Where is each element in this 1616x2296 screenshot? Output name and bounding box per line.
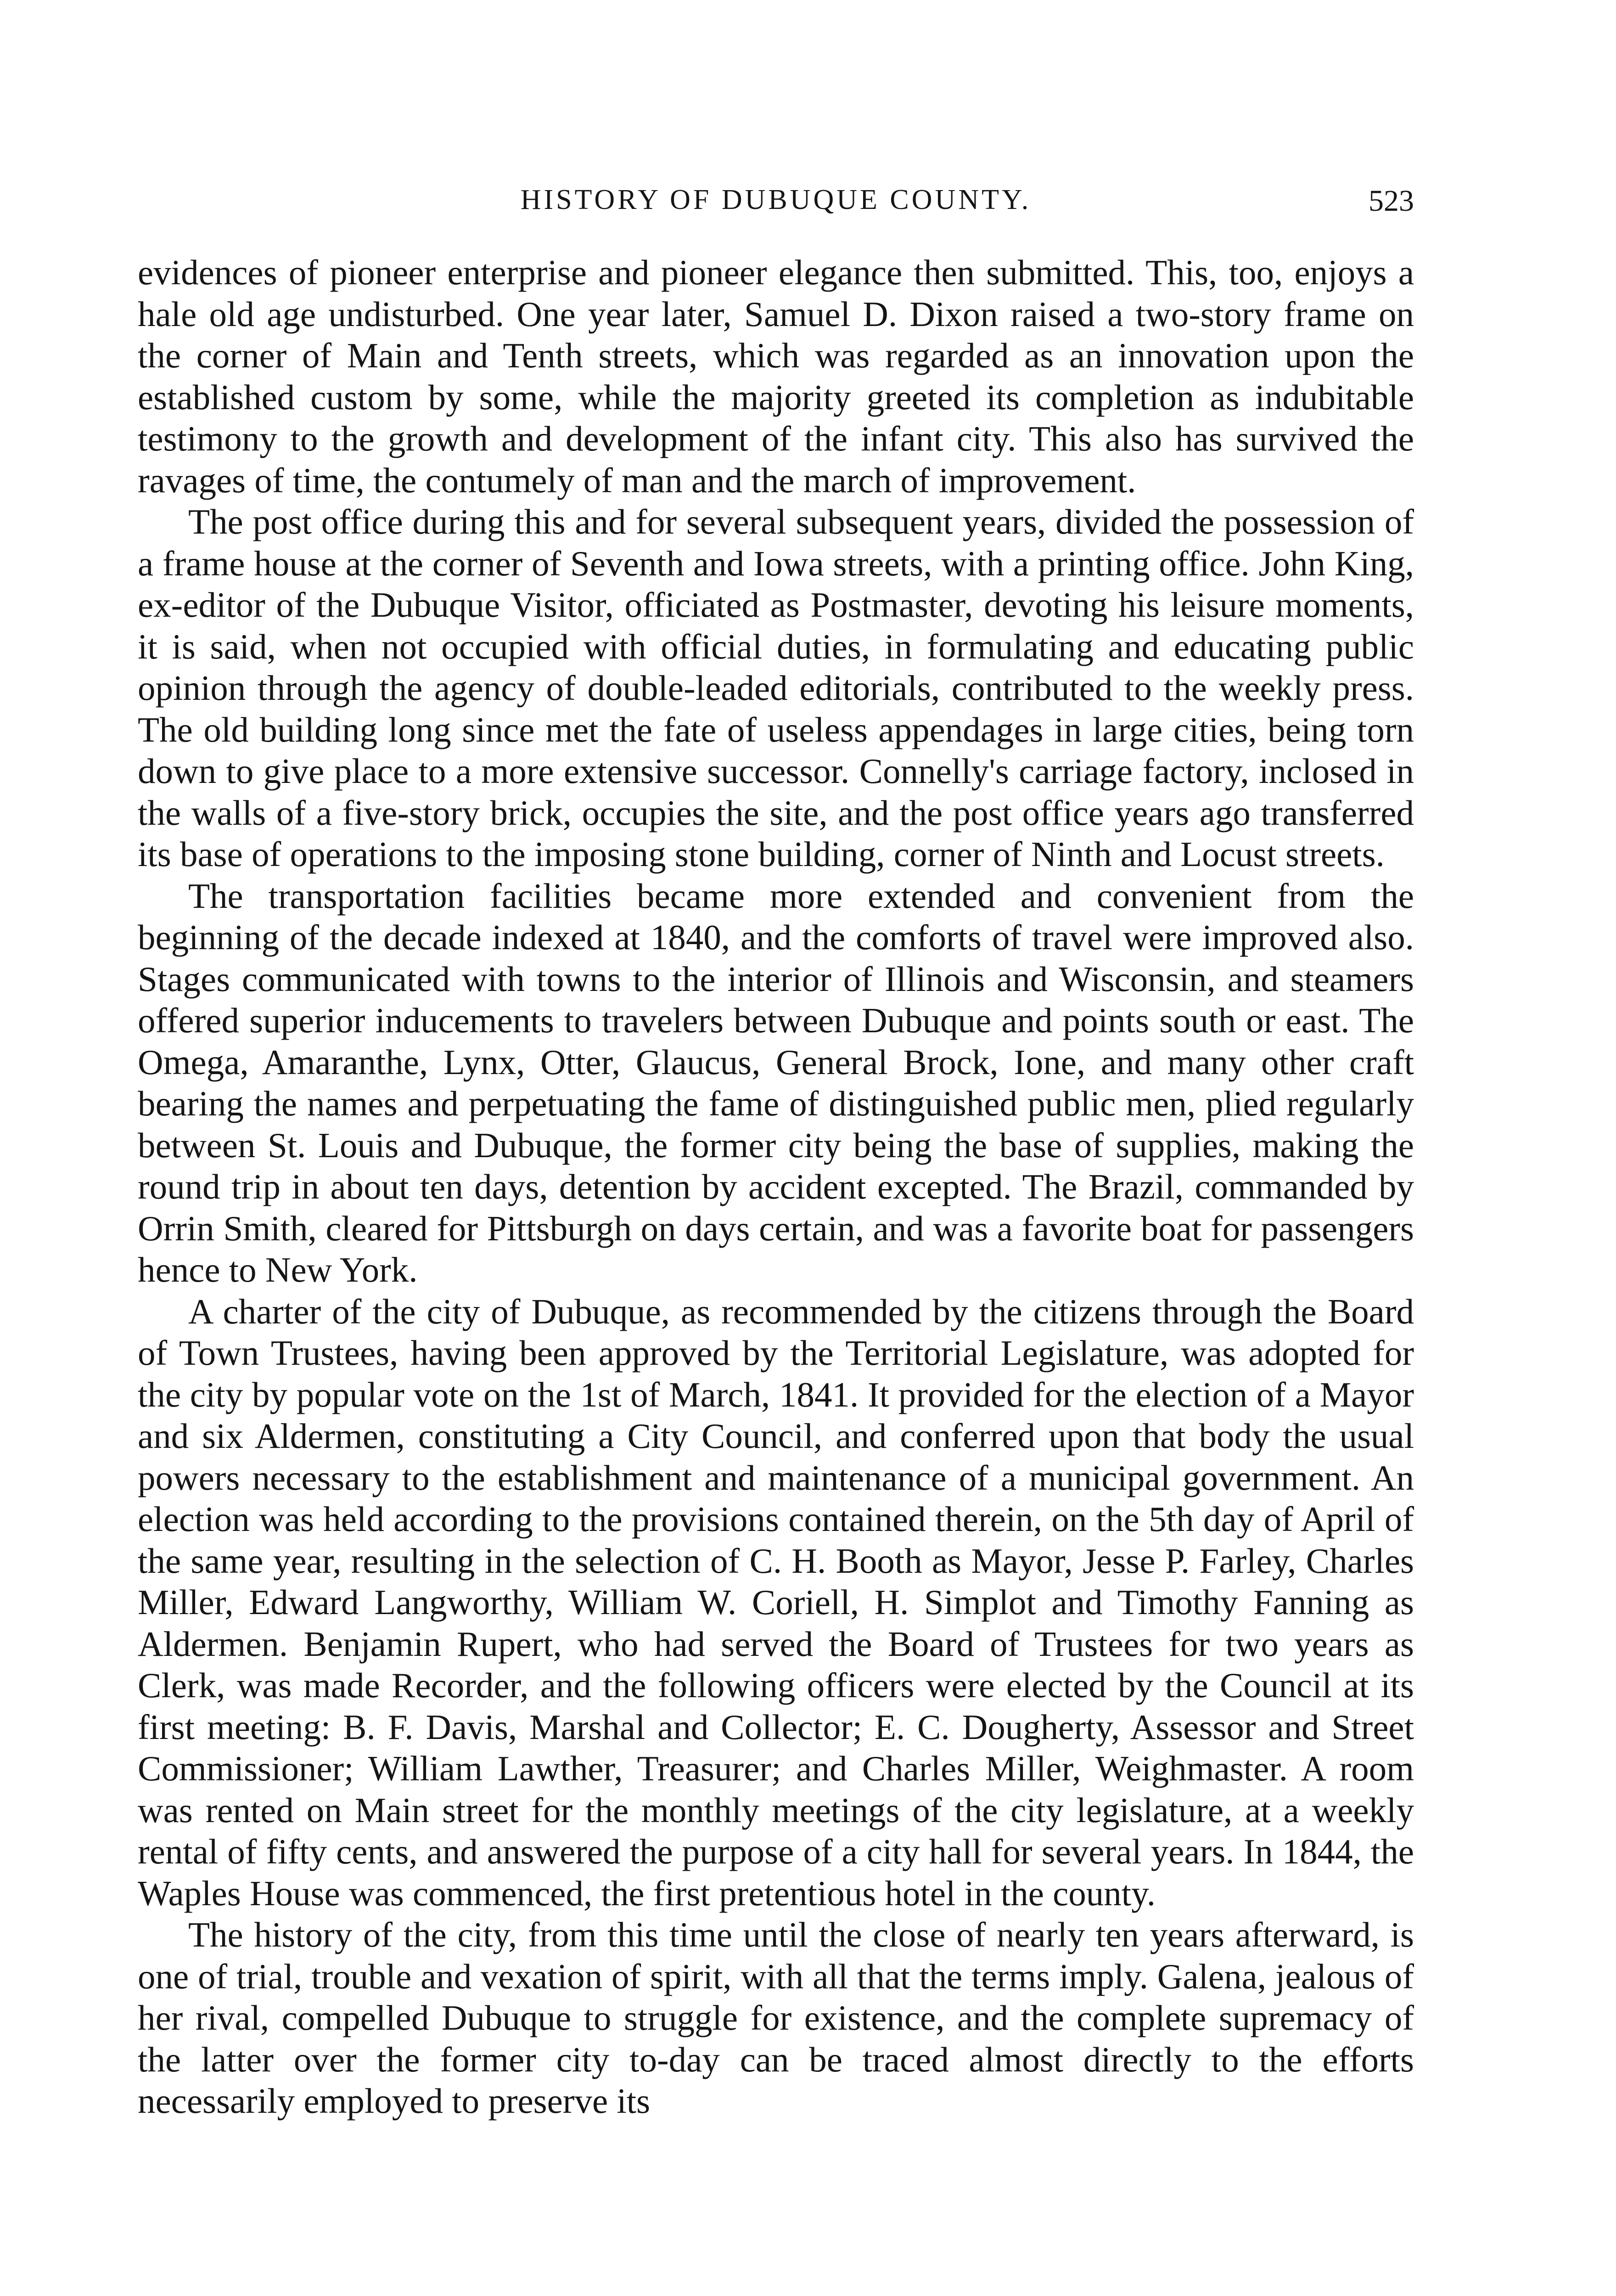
paragraph-city-history: The history of the city, from this time until the close of nearly ten years afterward, is one of trial, trouble and vexation of spirit, with all that the terms imply. Galena, jealous of her rival, compelled Dubuque to struggle for existence, and the complete supremacy of the latter over the former city to-day can be traced almost directly to the efforts necessarily employed to preserve its [138,1915,1414,2121]
body-text [138,252,1414,2122]
page-number: 523 [1369,184,1414,218]
paragraph-continuation: evidences of pioneer enterprise and pioneer elegance then submitted. This, too, enjoys a hale old age undisturbed. One year later, Samuel D. Dixon raised a two-story frame on the corner of Main and Tenth streets, which was regarded as an innovation upon the established custom by some, while the majority greeted its completion as indubitable testimony to the growth and development of the infant city. This also has survived the ravages of time, the contumely of man and the march of improvement. [138,253,1414,500]
paragraph-transportation: The transportation facilities became more extended and convenient from the beginning of the decade indexed at 1840, and the comforts of travel were improved also. Stages communicated with towns to the interior of Illinois and Wisconsin, and steamers offered superior inducements to travelers between Dubuque and points south or east. The Omega, Amaranthe, Lynx, Otter, Glaucus, General Brock, Ione, and many other craft bearing the names and perpetuating the fame of distinguished public men, plied regularly between St. Louis and Dubuque, the former city being the base of supplies, making the round trip in about ten days, detention by accident excepted. The Brazil, commanded by Orrin Smith, cleared for Pittsburgh on days certain, and was a favorite boat for passengers hence to New York. [138,876,1414,1289]
paragraph-city-charter: A charter of the city of Dubuque, as recommended by the citizens through the Board of Town Trustees, having been approved by the Territorial Legislature, was adopted for the city by popular vote on the 1st of March, 1841. It provided for the election of a Mayor and six Aldermen, constituting a City Council, and conferred upon that body the usual powers necessary to the establishment and maintenance of a municipal government. An election was held according to the provisions contained therein, on the 5th day of April of the same year, resulting in the selection of C. H. Booth as Mayor, Jesse P. Farley, Charles Miller, Edward Langworthy, William W. Coriell, H. Simplot and Timothy Fanning as Aldermen. Benjamin Rupert, who had served the Board of Trustees for two years as Clerk, was made Recorder, and the following officers were elected by the Council at its first meeting: B. F. Davis, Marshal and Collector; E. C. Dougherty, Assessor and Street Commissioner; William Lawther, Treasurer; and Charles Miller, Weighmaster. A room was rented on Main street for the monthly meetings of the city legislature, at a weekly rental of fifty cents, and answered the purpose of a city hall for several years. In 1844, the Waples House was commenced, the first pretentious hotel in the county. [138,1291,1414,1913]
running-title: HISTORY OF DUBUQUE COUNTY. [520,184,1032,215]
paragraph-post-office: The post office during this and for several subsequent years, divided the possession of a frame house at the corner of Seventh and Iowa streets, with a printing office. John King, ex-editor of the Dubuque Visitor, officiated as Postmaster, devoting his leisure moments, it is said, when not occupied with official duties, in formulating and educating public opinion through the agency of double-leaded editorials, contributed to the weekly press. The old building long since met the fate of useless appendages in large cities, being torn down to give place to a more extensive successor. Connelly's carriage factory, inclosed in the walls of a five-story brick, occupies the site, and the post office years ago transferred its base of operations to the imposing stone building, corner of Ninth and Locust streets. [138,502,1414,874]
running-head [138,184,1414,225]
